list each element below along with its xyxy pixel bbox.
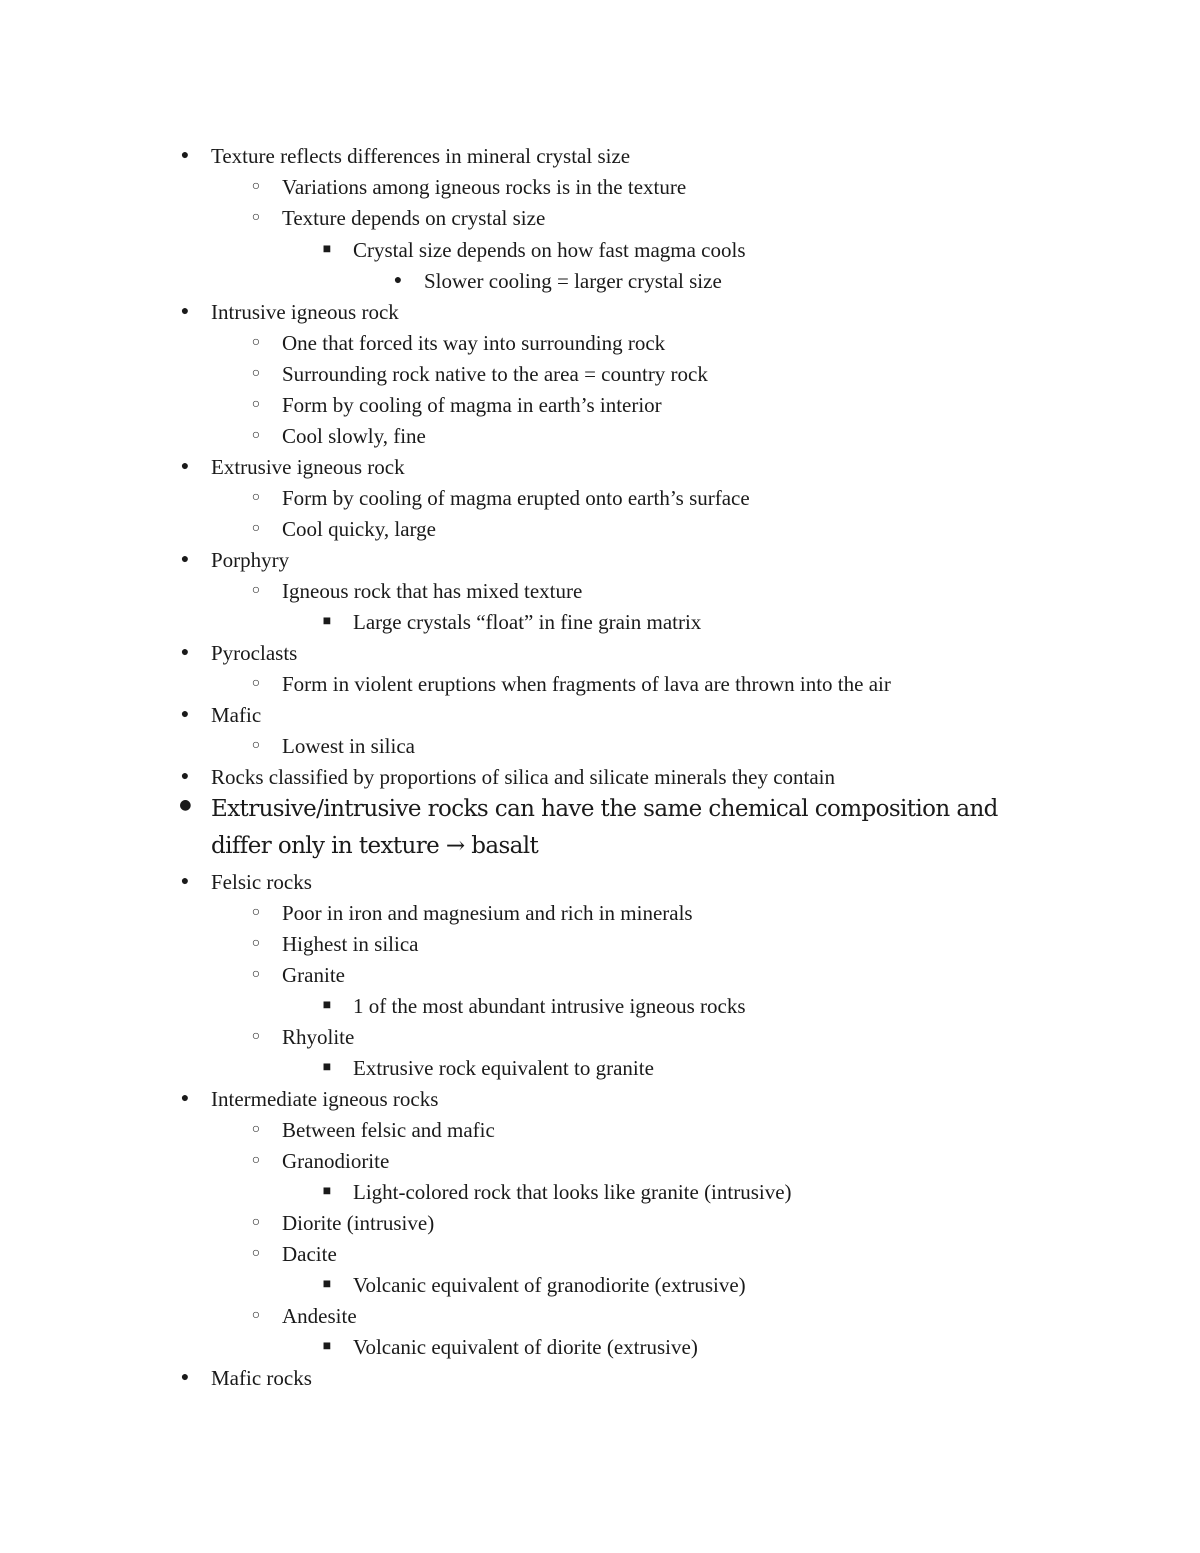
list-item xyxy=(251,1240,337,1268)
list-item xyxy=(393,267,722,295)
list-item-text: Intermediate igneous rocks xyxy=(211,1087,439,1111)
list-item xyxy=(180,1364,312,1392)
bullet-circle: ○ xyxy=(251,397,261,412)
list-item xyxy=(180,1085,439,1113)
bullet-dot: ● xyxy=(180,1370,190,1385)
list-item-text: Poor in iron and magnesium and rich in minerals xyxy=(282,901,693,925)
list-item-text: Diorite (intrusive) xyxy=(282,1211,435,1235)
list-item-text: Extrusive/intrusive rocks can have the same chemical composition and differ only in texture → basalt xyxy=(211,796,998,859)
bullet-dot: ● xyxy=(180,552,190,567)
list-item xyxy=(251,961,345,989)
list-item xyxy=(251,670,891,698)
list-item xyxy=(251,360,708,388)
bullet-circle: ○ xyxy=(251,936,261,951)
list-item xyxy=(251,391,662,419)
list-item xyxy=(251,422,426,450)
bullet-circle: ○ xyxy=(251,1029,261,1044)
list-item xyxy=(251,899,693,927)
bullet-dot: ● xyxy=(180,707,190,722)
list-item xyxy=(251,930,419,958)
list-item-text: Crystal size depends on how fast magma cools xyxy=(353,238,746,262)
bullet-circle: ○ xyxy=(251,583,261,598)
list-item xyxy=(180,546,290,574)
list-item-text: Volcanic equivalent of granodiorite (extrusive) xyxy=(353,1273,746,1297)
list-item xyxy=(180,701,262,729)
list-item-text: Dacite xyxy=(282,1242,337,1266)
list-item xyxy=(180,453,405,481)
bullet-square: ■ xyxy=(322,242,332,257)
list-item-text: Volcanic equivalent of diorite (extrusive) xyxy=(353,1335,698,1359)
bullet-square: ■ xyxy=(322,614,332,629)
list-item-text: Mafic rocks xyxy=(211,1366,312,1390)
bullet-circle: ○ xyxy=(251,1308,261,1323)
list-item xyxy=(180,639,298,667)
bullet-circle: ○ xyxy=(251,428,261,443)
bullet-circle: ○ xyxy=(251,1153,261,1168)
list-item xyxy=(322,236,746,264)
list-item-text: Form in violent eruptions when fragments of lava are thrown into the air xyxy=(282,672,891,696)
list-item xyxy=(251,577,583,605)
list-item xyxy=(180,298,399,326)
list-item xyxy=(180,868,312,896)
list-item xyxy=(251,1147,390,1175)
list-item-text: Mafic xyxy=(211,703,262,727)
list-item-text: Cool quicky, large xyxy=(282,517,436,541)
list-item-text: Pyroclasts xyxy=(211,641,298,665)
list-item-text: 1 of the most abundant intrusive igneous rocks xyxy=(353,994,746,1018)
list-item xyxy=(180,763,836,791)
list-item-text: Andesite xyxy=(282,1304,357,1328)
bullet-dot: ● xyxy=(180,459,190,474)
list-item-text: Variations among igneous rocks is in the texture xyxy=(282,175,687,199)
list-item-text: Highest in silica xyxy=(282,932,419,956)
bullet-circle: ○ xyxy=(251,676,261,691)
list-item-text: Extrusive igneous rock xyxy=(211,455,405,479)
bullet-square: ■ xyxy=(322,1277,332,1292)
list-item-text: Light-colored rock that looks like granite (intrusive) xyxy=(353,1180,792,1204)
bullet-dot: ● xyxy=(180,645,190,660)
bullet-circle: ○ xyxy=(251,366,261,381)
list-item-text: Extrusive rock equivalent to granite xyxy=(353,1056,654,1080)
list-item-text: Surrounding rock native to the area = country rock xyxy=(282,362,708,386)
list-item xyxy=(251,173,687,201)
list-item-text: Between felsic and mafic xyxy=(282,1118,495,1142)
bullet-dot: ● xyxy=(180,304,190,319)
bullet-circle: ○ xyxy=(251,1122,261,1137)
list-item xyxy=(251,484,750,512)
bullet-circle: ○ xyxy=(251,335,261,350)
bullet-circle: ○ xyxy=(251,967,261,982)
list-item xyxy=(251,1116,495,1144)
list-item-text: Lowest in silica xyxy=(282,734,415,758)
list-item-text: Texture reflects differences in mineral crystal size xyxy=(211,144,631,168)
bullet-dot: ● xyxy=(179,797,191,813)
list-item xyxy=(251,1023,355,1051)
list-item-text: Large crystals “float” in fine grain matrix xyxy=(353,610,702,634)
list-item-text: Porphyry xyxy=(211,548,290,572)
list-item xyxy=(251,732,415,760)
list-item-text: One that forced its way into surrounding rock xyxy=(282,331,666,355)
bullet-circle: ○ xyxy=(251,179,261,194)
bullet-dot: ● xyxy=(180,148,190,163)
list-item xyxy=(180,142,631,170)
bullet-square: ■ xyxy=(322,1339,332,1354)
list-item-text: Form by cooling of magma erupted onto earth’s surface xyxy=(282,486,750,510)
list-item xyxy=(322,608,702,636)
list-item-text: Granite xyxy=(282,963,345,987)
bullet-dot: ● xyxy=(393,273,403,288)
list-item xyxy=(322,1178,792,1206)
list-item-text: Slower cooling = larger crystal size xyxy=(424,269,722,293)
list-item xyxy=(251,1302,357,1330)
list-item xyxy=(322,1271,746,1299)
bullet-circle: ○ xyxy=(251,738,261,753)
bullet-circle: ○ xyxy=(251,210,261,225)
list-item-text: Intrusive igneous rock xyxy=(211,300,399,324)
list-item xyxy=(322,1333,698,1361)
list-item xyxy=(251,1209,435,1237)
list-item-emphasized xyxy=(179,791,1051,865)
list-item xyxy=(322,992,746,1020)
list-item xyxy=(251,204,546,232)
bullet-square: ■ xyxy=(322,1060,332,1075)
list-item-text: Texture depends on crystal size xyxy=(282,206,546,230)
list-item-text: Cool slowly, fine xyxy=(282,424,426,448)
list-item xyxy=(322,1054,654,1082)
list-item-text: Rocks classified by proportions of silica and silicate minerals they contain xyxy=(211,765,836,789)
bullet-circle: ○ xyxy=(251,905,261,920)
list-item-text: Granodiorite xyxy=(282,1149,390,1173)
list-item-text: Felsic rocks xyxy=(211,870,312,894)
bullet-square: ■ xyxy=(322,1184,332,1199)
list-item-text: Form by cooling of magma in earth’s interior xyxy=(282,393,662,417)
list-item xyxy=(251,329,666,357)
bullet-circle: ○ xyxy=(251,1215,261,1230)
list-item-text: Igneous rock that has mixed texture xyxy=(282,579,583,603)
bullet-dot: ● xyxy=(180,874,190,889)
bullet-circle: ○ xyxy=(251,1246,261,1261)
list-item xyxy=(251,515,436,543)
bullet-dot: ● xyxy=(180,769,190,784)
bullet-dot: ● xyxy=(180,1091,190,1106)
list-item-text: Rhyolite xyxy=(282,1025,355,1049)
bullet-circle: ○ xyxy=(251,490,261,505)
bullet-square: ■ xyxy=(322,998,332,1013)
bullet-circle: ○ xyxy=(251,521,261,536)
